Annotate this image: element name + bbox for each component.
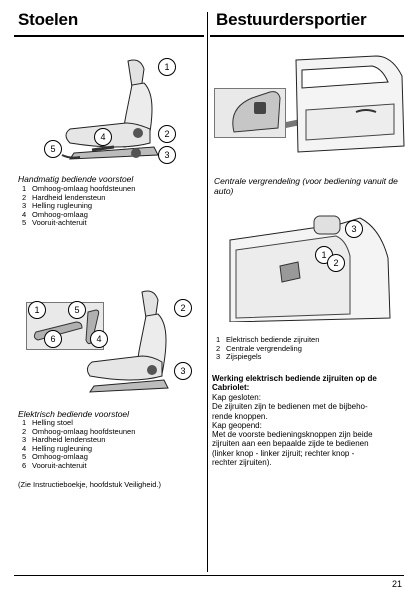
callout-2: 2 [327,254,345,272]
paragraph-line: Kap gesloten: [212,393,261,402]
callout-4: 4 [90,330,108,348]
callout-2: 2 [158,125,176,143]
paragraph-line: Kap geopend: [212,420,262,430]
list-item: 2 Hardheid lendensteun [22,192,106,202]
paragraph-line: Met de voorste bedieningsknoppen zijn beide [212,430,373,440]
list-item: 3 Helling rugleuning [22,201,93,211]
section-title-seats: Stoelen [18,10,79,29]
list-item: 1 Omhoog-omlaag hoofdsteunen [22,184,136,193]
bottom-rule [14,575,404,576]
callout-1: 1 [158,58,176,76]
callout-1: 1 [28,301,46,319]
cabriolet-windows-body [212,393,404,467]
caption-electric-seat: Elektrisch bediende voorstoel [18,409,130,419]
callout-2: 2 [174,299,192,317]
list-item: 3 Zijspiegels [216,352,262,362]
callout-3: 3 [345,220,363,238]
door-panel-illustration [224,210,394,322]
list-item: 5 Vooruit-achteruit [22,218,87,228]
door-controls-list [216,336,319,362]
list-item: 2 Omhoog-omlaag hoofdsteunen [22,426,136,436]
electric-seat-list [22,419,135,471]
paragraph-line: zijruiten aan een bepaalde zijde te bedienen [212,439,369,449]
reference-note: (Zie Instructieboekje, hoofdstuk Veiligheid.) [18,480,161,489]
title-rule-left [14,35,204,37]
driver-door-illustration [286,50,406,162]
list-item: 1 Helling stoel [22,418,73,427]
callout-5: 5 [44,140,62,158]
list-item: 6 Vooruit-achteruit [22,460,87,470]
callout-1: 1 [315,246,333,264]
callout-5: 5 [68,301,86,319]
paragraph-line: De zijruiten zijn te bedienen met de bijbeho- [212,402,368,412]
list-item: 4 Omhoog-omlaag [22,209,88,219]
callout-6: 6 [44,330,62,348]
title-rule-right [210,35,404,37]
list-item: 5 Omhoog-omlaag [22,452,88,462]
list-item: 1 Elektrisch bediende zijruiten [216,335,320,344]
callout-3: 3 [158,146,176,164]
callout-4: 4 [94,128,112,146]
central-locking-detail [214,88,286,138]
paragraph-line: (linker knop - linker zijruit; rechter knop - [212,448,355,458]
column-divider [207,12,208,572]
manual-seat-list [22,185,135,228]
list-item: 3 Hardheid lendensteun [22,435,106,445]
page-number: 21 [391,579,402,589]
paragraph-line: rende knoppen. [212,411,268,421]
list-item: 2 Centrale vergrendeling [216,343,302,353]
paragraph-line: rechter zijruiten). [212,458,272,468]
list-item: 4 Helling rugleuning [22,443,93,453]
caption-manual-seat: Handmatig bediende voorstoel [18,174,134,184]
electric-seat-illustration [86,288,186,403]
callout-3: 3 [174,362,192,380]
section-title-driver-door: Bestuurdersportier [216,10,367,29]
caption-central-locking: Centrale vergrendeling (voor bediening vanuit de auto) [214,176,398,196]
cabriolet-windows-heading: Werking elektrisch bediende zijruiten op de Cabriolet: [212,374,377,393]
